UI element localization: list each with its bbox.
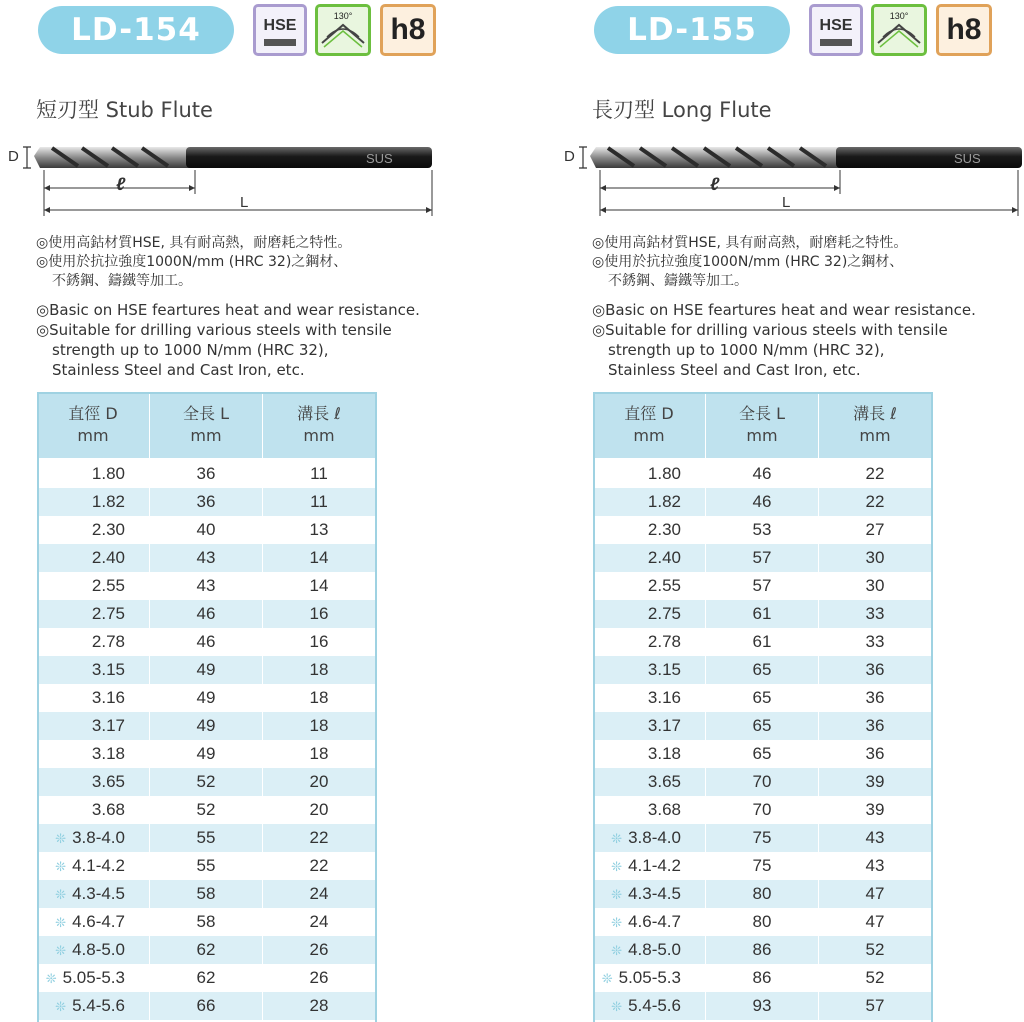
diameter-value: 1.82 [647,492,681,511]
diameter-value: 2.30 [647,520,681,539]
cell-overall-length: 86 [706,964,819,992]
cell-flute-length: 52 [819,964,932,992]
desc-en-line: ◎Suitable for drilling various steels with tensile [36,321,392,339]
cell-diameter [593,796,706,824]
diameter-value: 3.16 [647,688,681,707]
cell-diameter [593,572,706,600]
cell-flute-length: 26 [263,936,376,964]
diameter-value: 4.3-4.5 [628,884,681,903]
diameter-value: 3.8-4.0 [72,828,125,847]
desc-cn-line: ◎使用高鈷材質HSE, 具有耐高熱，耐磨耗之特性。 [36,235,352,251]
cell-diameter [37,992,150,1020]
diameter-value: 4.6-4.7 [628,912,681,931]
cell-flute-length: 22 [263,824,376,852]
hse-label: HSE [263,17,297,34]
table-row [37,628,376,656]
table-row [37,488,376,516]
cell-diameter [593,768,706,796]
cell-flute-length: 47 [819,880,932,908]
diameter-value: 3.18 [647,744,681,763]
cell-flute-length: 28 [263,992,376,1020]
tolerance-h8-icon: h8 [380,4,436,56]
snowflake-mark-icon: ❊ [55,831,67,846]
angle-label: 130° [333,11,353,21]
cell-diameter [593,544,706,572]
cell-diameter [593,852,706,880]
table-row [37,516,376,544]
brand-mark: SUS [366,151,393,166]
header-overall-length: 全長 L mm [706,392,819,459]
cell-diameter [593,880,706,908]
diameter-value: 1.80 [647,464,681,483]
hse-icon [809,4,863,56]
header-flute-length: 溝長 ℓ mm [819,392,932,459]
diameter-value: 3.8-4.0 [628,828,681,847]
cell-flute-length: 22 [263,852,376,880]
cell-diameter [37,572,150,600]
drill-bit-icon [0,136,460,226]
cell-flute-length: 14 [263,572,376,600]
table-row [593,459,932,488]
cell-flute-length: 39 [819,796,932,824]
cell-flute-length: 24 [263,908,376,936]
cell-diameter [37,600,150,628]
cell-overall-length: 80 [706,908,819,936]
cell-diameter [37,459,150,488]
snowflake-mark-icon: ❊ [55,943,67,958]
table-row [593,852,932,880]
cell-overall-length: 65 [706,740,819,768]
cell-diameter [593,488,706,516]
table-row [593,824,932,852]
cell-overall-length: 70 [706,768,819,796]
cell-diameter [37,628,150,656]
cell-diameter [593,964,706,992]
cell-diameter [37,488,150,516]
cell-overall-length: 52 [150,768,263,796]
snowflake-mark-icon: ❊ [611,915,623,930]
table-row [37,880,376,908]
cell-overall-length: 70 [706,796,819,824]
cell-overall-length: 65 [706,684,819,712]
diameter-value: 3.65 [647,772,681,791]
snowflake-mark-icon: ❊ [611,943,623,958]
cell-flute-length: 18 [263,684,376,712]
cell-diameter [37,824,150,852]
cell-flute-length: 16 [263,628,376,656]
diameter-value: 4.3-4.5 [72,884,125,903]
cell-diameter [37,516,150,544]
table-row [37,964,376,992]
cell-diameter [593,459,706,488]
cell-flute-length: 16 [263,600,376,628]
diameter-value: 2.55 [647,576,681,595]
hse-icon [253,4,307,56]
cell-flute-length: 43 [819,852,932,880]
header-diameter: 直徑 D mm [593,392,706,459]
diameter-value: 3.15 [91,660,125,679]
snowflake-mark-icon: ❊ [45,971,57,986]
snowflake-mark-icon: ❊ [55,999,67,1014]
diameter-value: 2.75 [647,604,681,623]
snowflake-mark-icon: ❊ [611,887,623,902]
drill-diagram [0,136,460,226]
table-row [593,600,932,628]
cell-overall-length: 65 [706,712,819,740]
snowflake-mark-icon: ❊ [55,915,67,930]
cell-diameter [593,712,706,740]
cell-flute-length: 27 [819,516,932,544]
cell-overall-length: 86 [706,936,819,964]
model-badge: LD-154 [38,6,234,54]
diameter-value: 2.40 [647,548,681,567]
desc-en-line: strength up to 1000 N/mm (HRC 32), [52,341,329,359]
cell-flute-length: 18 [263,712,376,740]
diameter-value: 3.17 [647,716,681,735]
model-badge: LD-155 [594,6,790,54]
cell-flute-length: 14 [263,544,376,572]
cell-diameter [37,852,150,880]
cell-diameter [37,880,150,908]
table-row [593,488,932,516]
table-row [593,964,932,992]
cell-overall-length: 49 [150,656,263,684]
cell-flute-length: 20 [263,768,376,796]
cell-flute-length: 18 [263,656,376,684]
table-row [37,768,376,796]
cell-flute-length: 36 [819,712,932,740]
table-row [37,852,376,880]
cell-overall-length: 53 [706,516,819,544]
cell-flute-length: 24 [263,880,376,908]
cell-overall-length: 49 [150,740,263,768]
hse-label: HSE [819,17,853,34]
diameter-value: 4.8-5.0 [628,940,681,959]
angle-130-icon [871,4,927,56]
desc-en-line: Stainless Steel and Cast Iron, etc. [608,361,861,379]
table-row [37,992,376,1020]
drill-bit-icon [556,136,1024,226]
cell-overall-length: 40 [150,516,263,544]
cell-overall-length: 66 [150,992,263,1020]
diameter-value: 5.05-5.3 [62,968,125,987]
table-row [37,712,376,740]
table-row [593,656,932,684]
flute-length-label: ℓ [710,174,720,194]
cell-diameter [593,628,706,656]
cell-flute-length: 57 [819,992,932,1020]
desc-cn-line: 不銹鋼、鑄鐵等加工。 [608,273,748,289]
table-row [37,824,376,852]
diameter-value: 2.30 [91,520,125,539]
table-row [593,740,932,768]
spec-table [37,392,376,1020]
diameter-value: 3.65 [91,772,125,791]
cell-diameter [593,600,706,628]
table-row [593,516,932,544]
cell-flute-length: 30 [819,572,932,600]
cell-flute-length: 22 [819,459,932,488]
overall-length-label: L [240,194,249,211]
desc-en-line: ◎Basic on HSE feartures heat and wear resistance. [36,301,420,319]
diameter-value: 4.6-4.7 [72,912,125,931]
table-row [593,992,932,1020]
desc-en-line: ◎Basic on HSE feartures heat and wear resistance. [592,301,976,319]
type-title: 短刃型 Stub Flute [36,98,213,122]
cell-overall-length: 65 [706,656,819,684]
cell-diameter [593,516,706,544]
desc-cn-line: 不銹鋼、鑄鐵等加工。 [52,273,192,289]
diameter-value: 4.1-4.2 [72,856,125,875]
cell-overall-length: 49 [150,684,263,712]
cell-overall-length: 46 [706,488,819,516]
diameter-value: 5.05-5.3 [618,968,681,987]
cell-flute-length: 39 [819,768,932,796]
cell-overall-length: 43 [150,544,263,572]
diameter-value: 2.78 [91,632,125,651]
desc-en-line: Stainless Steel and Cast Iron, etc. [52,361,305,379]
cell-flute-length: 36 [819,740,932,768]
desc-en-line: ◎Suitable for drilling various steels with tensile [592,321,948,339]
table-row [593,544,932,572]
cell-flute-length: 36 [819,684,932,712]
description-chinese [36,234,351,291]
cell-overall-length: 43 [150,572,263,600]
cell-diameter [37,796,150,824]
cell-overall-length: 55 [150,852,263,880]
brand-mark: SUS [954,151,981,166]
snowflake-mark-icon: ❊ [55,887,67,902]
cell-diameter [593,908,706,936]
table-row [37,656,376,684]
cell-overall-length: 62 [150,964,263,992]
table-row [37,459,376,488]
header-diameter: 直徑 D mm [37,392,150,459]
angle-130-icon [315,4,371,56]
cell-flute-length: 47 [819,908,932,936]
cell-flute-length: 43 [819,824,932,852]
cell-overall-length: 80 [706,880,819,908]
cell-diameter [593,684,706,712]
diameter-value: 2.75 [91,604,125,623]
diameter-value: 5.4-5.6 [72,996,125,1015]
diameter-value: 5.4-5.6 [628,996,681,1015]
type-title: 長刃型 Long Flute [592,98,772,122]
table-row [593,936,932,964]
diameter-value: 2.78 [647,632,681,651]
cell-overall-length: 62 [150,936,263,964]
diameter-value: 3.18 [91,744,125,763]
cell-diameter [37,684,150,712]
diameter-value: 4.8-5.0 [72,940,125,959]
table-row [593,712,932,740]
table-row [593,796,932,824]
hse-bar [264,39,296,46]
cell-overall-length: 75 [706,852,819,880]
cell-flute-length: 11 [263,459,376,488]
description-english [36,300,420,380]
table-row [37,908,376,936]
cell-flute-length: 20 [263,796,376,824]
cell-flute-length: 22 [819,488,932,516]
cell-overall-length: 57 [706,544,819,572]
cell-overall-length: 93 [706,992,819,1020]
snowflake-mark-icon: ❊ [55,859,67,874]
table-row [37,740,376,768]
diameter-value: 1.80 [91,464,125,483]
table-row [37,600,376,628]
cell-overall-length: 75 [706,824,819,852]
diameter-value: 3.68 [91,800,125,819]
diameter-value: 3.16 [91,688,125,707]
cell-overall-length: 61 [706,600,819,628]
spec-table [593,392,932,1020]
table-row [593,628,932,656]
cell-overall-length: 58 [150,908,263,936]
cell-flute-length: 52 [819,936,932,964]
cell-diameter [593,992,706,1020]
diameter-label: D [8,148,19,165]
cell-diameter [37,740,150,768]
cell-diameter [37,964,150,992]
cell-diameter [37,656,150,684]
overall-length-label: L [782,194,791,211]
cell-overall-length: 55 [150,824,263,852]
cell-diameter [593,740,706,768]
cell-overall-length: 46 [706,459,819,488]
cell-diameter [37,936,150,964]
diameter-value: 3.15 [647,660,681,679]
product-panel-ld-154 [0,0,470,1022]
diameter-value: 2.55 [91,576,125,595]
cell-overall-length: 46 [150,628,263,656]
diameter-value: 3.17 [91,716,125,735]
header-overall-length: 全長 L mm [150,392,263,459]
table-row [37,796,376,824]
cell-diameter [37,712,150,740]
cell-overall-length: 57 [706,572,819,600]
snowflake-mark-icon: ❊ [611,831,623,846]
cell-overall-length: 52 [150,796,263,824]
table-row [593,768,932,796]
header-flute-length: 溝長 ℓ mm [263,392,376,459]
hse-bar [820,39,852,46]
cell-diameter [593,656,706,684]
table-row [593,880,932,908]
table-row [37,544,376,572]
desc-cn-line: ◎使用高鈷材質HSE, 具有耐高熱，耐磨耗之特性。 [592,235,908,251]
cell-diameter [37,768,150,796]
tolerance-h8-icon: h8 [936,4,992,56]
cell-overall-length: 36 [150,488,263,516]
desc-cn-line: ◎使用於抗拉強度1000N/mm (HRC 32)之鋼材、 [592,254,904,270]
cell-flute-length: 36 [819,656,932,684]
diameter-value: 4.1-4.2 [628,856,681,875]
cell-flute-length: 30 [819,544,932,572]
drill-diagram [556,136,1016,226]
diameter-value: 3.68 [647,800,681,819]
cell-overall-length: 49 [150,712,263,740]
cell-flute-length: 26 [263,964,376,992]
cell-flute-length: 11 [263,488,376,516]
snowflake-mark-icon: ❊ [601,971,613,986]
table-row [37,572,376,600]
snowflake-mark-icon: ❊ [611,999,623,1014]
cell-flute-length: 18 [263,740,376,768]
cell-flute-length: 33 [819,628,932,656]
cell-overall-length: 36 [150,459,263,488]
flute-length-label: ℓ [116,174,126,194]
table-row [37,684,376,712]
cell-diameter [593,936,706,964]
table-row [593,572,932,600]
cell-diameter [593,824,706,852]
cell-overall-length: 61 [706,628,819,656]
cell-flute-length: 33 [819,600,932,628]
table-row [593,908,932,936]
table-row [37,936,376,964]
cell-diameter [37,544,150,572]
desc-cn-line: ◎使用於抗拉強度1000N/mm (HRC 32)之鋼材、 [36,254,348,270]
product-panel-ld-155 [556,0,1024,1022]
cell-overall-length: 46 [150,600,263,628]
description-english [592,300,976,380]
cell-diameter [37,908,150,936]
table-row [593,684,932,712]
desc-en-line: strength up to 1000 N/mm (HRC 32), [608,341,885,359]
snowflake-mark-icon: ❊ [611,859,623,874]
cell-overall-length: 58 [150,880,263,908]
diameter-value: 2.40 [91,548,125,567]
diameter-value: 1.82 [91,492,125,511]
cell-flute-length: 13 [263,516,376,544]
description-chinese [592,234,907,291]
angle-label: 130° [889,11,909,21]
diameter-label: D [564,148,575,165]
